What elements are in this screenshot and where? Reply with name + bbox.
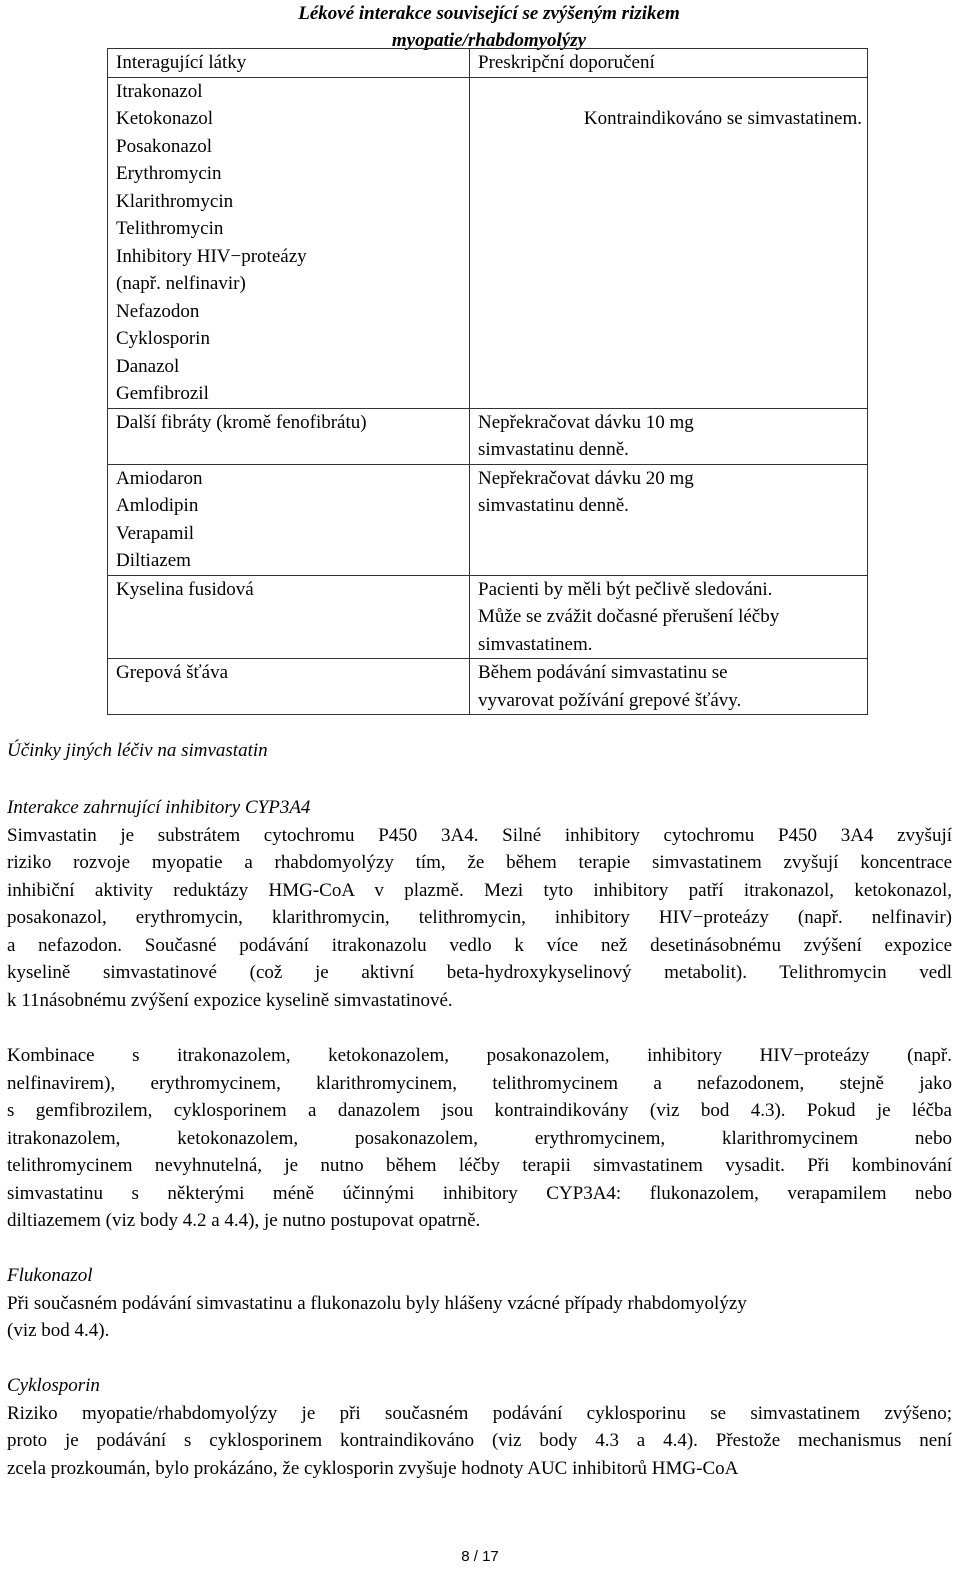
paragraph-line: Při současném podávání simvastatinu a flukonazolu byly hlášeny vzácné případy rhabdomyolýzy (7, 1292, 747, 1314)
table-title-line: myopatie/rhabdomyolýzy (391, 30, 587, 51)
cyclosporine-paragraph (7, 1372, 952, 1482)
table-title-line: Lékové interakce související se zvýšeným rizikem (298, 3, 680, 24)
recommendation-line: vyvarovat požívání grepové šťávy. (478, 689, 742, 711)
recommendation-line: simvastatinu denně. (478, 439, 629, 460)
substance-item: Ketokonazol (116, 108, 214, 129)
paragraph-line: kyselině simvastatinové (což je aktivní beta-hydroxykyselinový metabolit). Telithromycin vedl (7, 962, 952, 983)
paragraph-line: (viz bod 4.4). (7, 1320, 110, 1341)
table-title (110, 0, 868, 54)
substances-cell (108, 408, 470, 464)
header-cell-substances: Interagující látky (108, 49, 470, 78)
table-row (108, 408, 868, 464)
page-number: 8 / 17 (461, 1548, 499, 1565)
paragraph-line: Riziko myopatie/rhabdomyolýzy je při současném podávání cyklosporinu se simvastatinem zvýšeno; (7, 1402, 952, 1424)
substance-item: Další fibráty (kromě fenofibrátu) (116, 411, 367, 433)
subsection-heading: Cyklosporin (7, 1375, 100, 1396)
table-row (108, 575, 868, 659)
substance-item: Danazol (116, 355, 180, 377)
substance-item: Inhibitory HIV−proteázy (116, 245, 307, 267)
recommendation-line: Může se zvážit dočasné přerušení léčby (478, 606, 780, 627)
section-heading: Účinky jiných léčiv na simvastatin (7, 740, 268, 761)
recommendation-line (478, 78, 862, 106)
substance-item: Telithromycin (116, 218, 224, 239)
substance-item: Posakonazol (116, 135, 213, 157)
interactions-table (107, 48, 868, 715)
substances-cell (108, 77, 470, 408)
paragraph-line: diltiazemem (viz body 4.2 a 4.4), je nutno postupovat opatrně. (7, 1210, 481, 1231)
combination-paragraph (7, 1042, 952, 1235)
substance-item: Erythromycin (116, 163, 222, 184)
recommendation-cell (470, 659, 868, 715)
substance-item: Verapamil (116, 522, 195, 544)
substance-item: Diltiazem (116, 550, 191, 571)
substance-item: Cyklosporin (116, 328, 210, 349)
substances-cell (108, 464, 470, 575)
recommendation-line: Kontraindikováno se simvastatinem. (583, 108, 862, 129)
header-cell-recommendation: Preskripční doporučení (470, 49, 868, 78)
recommendation-line: simvastatinem. (478, 633, 593, 655)
recommendation-line: Během podávání simvastatinu se (478, 662, 728, 683)
paragraph-line: Simvastatin je substrátem cytochromu P450 3A4. Silné inhibitory cytochromu P450 3A4 zvyšují (7, 824, 952, 846)
cyp3a4-paragraph (7, 794, 952, 1014)
substance-item: Grepová šťáva (116, 662, 229, 683)
paragraph-line: posakonazol, erythromycin, klarithromycin, telithromycin, inhibitory HIV−proteázy (např. nelfinavir) (7, 907, 952, 928)
recommendation-line: simvastatinu denně. (478, 495, 629, 516)
substance-item: Kyselina fusidová (116, 578, 254, 600)
table-row (108, 659, 868, 715)
recommendation-cell (470, 464, 868, 575)
paragraph-line: proto je podávání s cyklosporinem kontraindikováno (viz body 4.3 a 4.4). Přestože mechanismus není (7, 1430, 952, 1451)
substance-item: Klarithromycin (116, 190, 234, 212)
paragraph-line: a nefazodon. Současné podávání itrakonazolu vedlo k více než desetinásobnému zvýšení expozice (7, 934, 952, 956)
substance-item: Nefazodon (116, 300, 200, 322)
paragraph-line: itrakonazolem, ketokonazolem, posakonazolem, erythromycinem, klarithromycinem nebo (7, 1127, 952, 1149)
recommendation-line: Nepřekračovat dávku 10 mg (478, 411, 694, 433)
table-row (108, 77, 868, 408)
substances-cell (108, 575, 470, 659)
table-row (108, 464, 868, 575)
paragraph-line: s gemfibrozilem, cyklosporinem a danazolem jsou kontraindikovány (viz bod 4.3). Pokud je léčba (7, 1100, 952, 1121)
substance-item: (např. nelfinavir) (116, 273, 246, 294)
subsection-heading: Interakce zahrnující inhibitory CYP3A4 (7, 797, 311, 818)
recommendation-line: Nepřekračovat dávku 20 mg (478, 467, 694, 489)
substance-item: Gemfibrozil (116, 383, 209, 404)
recommendation-line: Pacienti by měli být pečlivě sledováni. (478, 578, 773, 600)
fluconazole-paragraph (7, 1262, 952, 1345)
paragraph-line: simvastatinu s některými méně účinnými inhibitory CYP3A4: flukonazolem, verapamilem nebo (7, 1182, 952, 1204)
recommendation-cell (470, 575, 868, 659)
paragraph-line: nelfinavirem), erythromycinem, klarithromycinem, telithromycinem a nefazodonem, stejně jako (7, 1072, 952, 1094)
substances-cell (108, 659, 470, 715)
paragraph-line: riziko rozvoje myopatie a rhabdomyolýzy tím, že během terapie simvastatinem zvyšují koncentrace (7, 852, 952, 873)
substance-item: Amiodaron (116, 467, 203, 489)
paragraph-line: zcela prozkoumán, bylo prokázáno, že cyklosporin zvyšuje hodnoty AUC inhibitorů HMG-CoA (7, 1457, 739, 1479)
table-header-row (108, 49, 868, 78)
paragraph-line: telithromycinem nevyhnutelná, je nutno během léčby terapii simvastatinem vysadit. Při kombinování (7, 1155, 952, 1176)
recommendation-cell (470, 408, 868, 464)
substance-item: Amlodipin (116, 495, 199, 516)
recommendation-cell (470, 77, 868, 408)
paragraph-line: inhibiční aktivity reduktázy HMG-CoA v plazmě. Mezi tyto inhibitory patří itrakonazol, ketokonazol, (7, 879, 952, 901)
paragraph-line: k 11násobnému zvýšení expozice kyselině simvastatinové. (7, 989, 453, 1011)
paragraph-line: Kombinace s itrakonazolem, ketokonazolem, posakonazolem, inhibitory HIV−proteázy (např. (7, 1045, 952, 1066)
substance-item: Itrakonazol (116, 80, 203, 102)
subsection-heading: Flukonazol (7, 1265, 93, 1286)
